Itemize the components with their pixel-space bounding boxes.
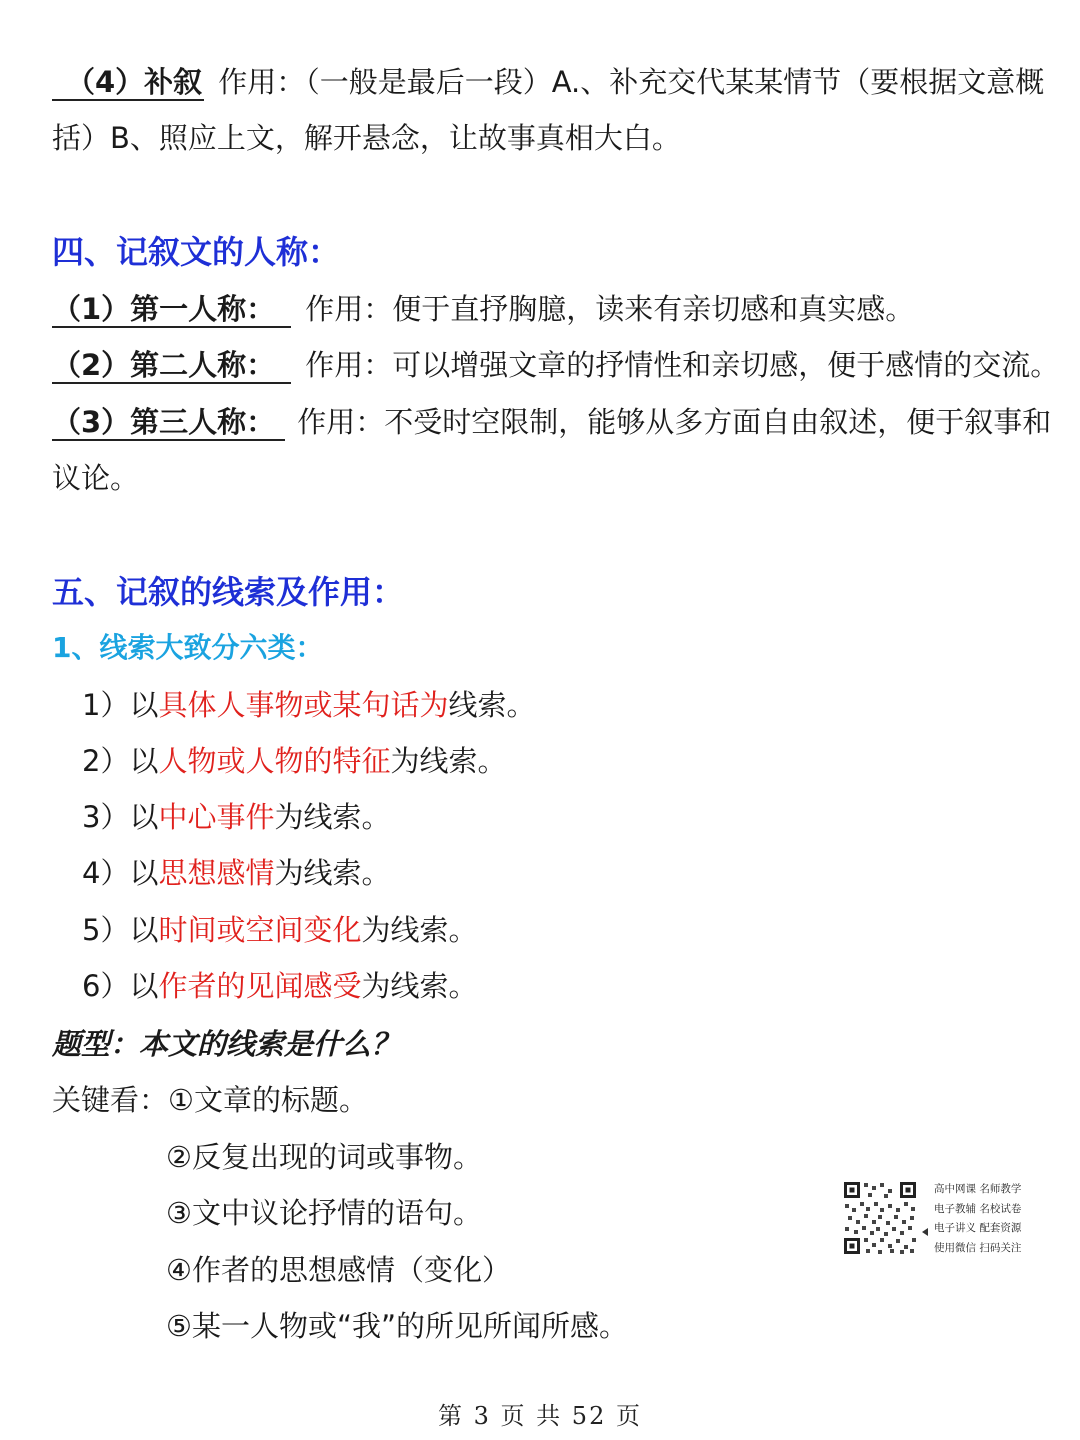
- clue-suffix: 为线索。: [390, 744, 507, 778]
- buxu-label: （4）补叙: [52, 65, 204, 101]
- qr-badge[interactable]: [842, 1180, 1038, 1260]
- page-footer: 第 3 页 共 52 页: [438, 1402, 642, 1430]
- key-item: ①文章的标题。: [168, 1083, 369, 1117]
- clue-highlight: 具体人事物或某句话为: [158, 688, 449, 722]
- key-item: ③文中议论抒情的语句。: [166, 1196, 482, 1230]
- section-5-heading: 五、记叙的线索及作用：: [52, 573, 405, 611]
- clue-suffix: 线索。: [448, 688, 536, 722]
- key-item: ④作者的思想感情（变化）: [166, 1253, 511, 1287]
- qr-caption-line: 电子讲义 配套资源: [934, 1222, 1022, 1234]
- buxu-line-2: 括）B、照应上文，解开悬念，让故事真相大白。: [52, 121, 681, 155]
- key-line-1: [52, 1080, 368, 1120]
- person-label-3: （3）第三人称：: [52, 405, 285, 441]
- person-item-1: [52, 289, 914, 329]
- qr-caption-line: 电子教辅 名校试卷: [934, 1202, 1022, 1215]
- section-4-heading: 四、记叙文的人称：: [52, 233, 341, 271]
- buxu-line-1: [52, 62, 1044, 102]
- qr-caption-line: 使用微信 扫码关注: [934, 1241, 1022, 1254]
- person-text-1: 作用：便于直抒胸臆，读来有亲切感和真实感。: [305, 292, 915, 326]
- qr-arrow-icon: [922, 1228, 928, 1236]
- clue-prefix: 5）以: [82, 913, 159, 947]
- clue-suffix: 为线索。: [274, 856, 391, 890]
- clue-item: [82, 741, 506, 781]
- clue-prefix: 4）以: [82, 856, 159, 890]
- clue-highlight: 作者的见闻感受: [158, 969, 362, 1003]
- clue-highlight: 思想感情: [158, 856, 275, 890]
- person-text-3: 作用：不受时空限制，能够从多方面自由叙述，便于叙事和: [297, 405, 1052, 439]
- person-text-2: 作用：可以增强文章的抒情性和亲切感，便于感情的交流。: [305, 348, 1060, 382]
- key-item: ②反复出现的词或事物。: [166, 1140, 482, 1174]
- clue-suffix: 为线索。: [361, 969, 478, 1003]
- clue-item: [82, 853, 390, 893]
- question-type: 题型：本文的线索是什么？: [52, 1027, 401, 1061]
- person-label-1: （1）第一人称：: [52, 292, 291, 328]
- clue-item: [82, 910, 477, 950]
- person-item-2: [52, 345, 1059, 385]
- person-label-2: （2）第二人称：: [52, 348, 291, 384]
- buxu-text-1: 作用：（一般是最后一段）A.、补充交代某某情节（要根据文意概: [218, 65, 1045, 99]
- clue-item: [82, 966, 477, 1006]
- key-item: ⑤某一人物或“我”的所见所闻所感。: [166, 1309, 629, 1343]
- person-item-3-cont: 议论。: [52, 461, 140, 495]
- person-item-3: [52, 402, 1051, 442]
- clue-highlight: 人物或人物的特征: [158, 744, 391, 778]
- clue-prefix: 6）以: [82, 969, 159, 1003]
- clue-item: [82, 685, 535, 725]
- clue-suffix: 为线索。: [361, 913, 478, 947]
- key-label: 关键看：: [52, 1083, 169, 1117]
- qr-code-icon: [842, 1180, 918, 1256]
- qr-caption: [934, 1180, 1021, 1258]
- clue-item: [82, 797, 390, 837]
- qr-caption-line: 高中网课 名师教学: [934, 1183, 1022, 1195]
- section-5-subheading: 1、线索大致分六类：: [52, 631, 324, 664]
- clue-prefix: 3）以: [82, 800, 159, 834]
- clue-highlight: 中心事件: [158, 800, 275, 834]
- clue-suffix: 为线索。: [274, 800, 391, 834]
- clue-prefix: 2）以: [82, 744, 159, 778]
- clue-highlight: 时间或空间变化: [158, 913, 362, 947]
- clue-prefix: 1）以: [82, 688, 159, 722]
